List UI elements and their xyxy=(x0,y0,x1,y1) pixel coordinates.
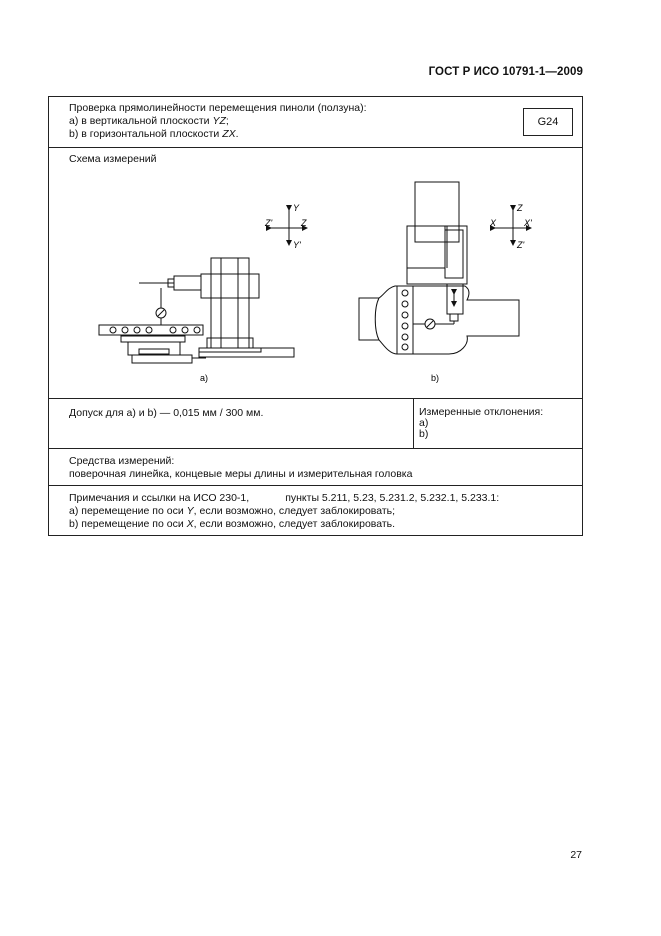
check-item-a-plane: YZ xyxy=(212,115,226,127)
axis-a-top: Y xyxy=(293,203,300,213)
figure-b-caption: b) xyxy=(431,373,440,383)
note-b-axis: X xyxy=(186,518,194,530)
page-number: 27 xyxy=(570,849,582,861)
note-a-axis: Y xyxy=(186,505,194,517)
instruments-title: Средства измерений: xyxy=(69,455,175,467)
note-a-suffix: , если возможно, следует заблокировать; xyxy=(193,505,396,517)
notes-row xyxy=(49,486,582,536)
document-header: ГОСТ Р ИСО 10791-1—2009 xyxy=(428,66,583,78)
figure-a-drawing xyxy=(99,258,294,363)
check-item-b-plane: ZX xyxy=(222,128,236,140)
note-b-suffix: , если возможно, следует заблокировать. xyxy=(193,518,396,530)
note-b-text: b) перемещение по оси xyxy=(69,518,187,530)
axis-b-bottom: Z' xyxy=(517,240,525,250)
scheme-title: Схема измерений xyxy=(69,153,157,165)
notes-title: Примечания и ссылки на ИСО 230-1, xyxy=(69,492,250,504)
check-title: Проверка прямолинейности перемещения пиноли (ползуна): xyxy=(69,102,367,114)
note-a-text: а) перемещение по оси xyxy=(69,505,187,517)
check-item-a-suffix: ; xyxy=(225,115,229,127)
axis-b-right: X' xyxy=(524,218,532,228)
measured-deviations xyxy=(419,407,543,440)
notes-points: пункты 5.211, 5.23, 5.231.2, 5.232.1, 5.233.1: xyxy=(285,492,500,504)
tolerance-text: Допуск для а) и b) — 0,015 мм / 300 мм. xyxy=(69,407,264,419)
axis-a-bottom: Y' xyxy=(293,240,301,250)
figure-a-caption: a) xyxy=(200,373,209,383)
axes-b xyxy=(489,203,532,250)
figure-b-drawing xyxy=(359,182,519,354)
check-description-row xyxy=(49,97,582,148)
measured-title: Измеренные отклонения: xyxy=(419,406,544,418)
note-b xyxy=(69,518,395,531)
axis-a-right: Z xyxy=(301,218,307,228)
axis-b-left: X xyxy=(490,218,497,228)
check-item-b xyxy=(69,128,239,141)
axis-a-left: Z' xyxy=(265,218,273,228)
check-code-box: G24 xyxy=(523,108,573,136)
instruments-row xyxy=(49,449,582,486)
axis-b-top: Z xyxy=(517,203,523,213)
measured-a: а) xyxy=(419,417,429,429)
instruments-text: поверочная линейка, концевые меры длины и измерительная головка xyxy=(69,468,413,480)
check-item-a-text: а) в вертикальной плоскости xyxy=(69,115,213,127)
check-item-b-suffix: . xyxy=(235,128,239,140)
note-a xyxy=(69,505,395,518)
check-item-a xyxy=(69,115,229,128)
measured-b: b) xyxy=(419,428,429,440)
scheme-row xyxy=(49,148,582,399)
notes-title-line xyxy=(69,492,499,505)
axes-a xyxy=(264,203,307,250)
tolerance-row xyxy=(49,399,582,449)
tolerance-divider xyxy=(413,399,414,448)
check-table xyxy=(48,96,583,536)
measurement-scheme-drawing xyxy=(49,148,582,398)
check-item-b-text: b) в горизонтальной плоскости xyxy=(69,128,223,140)
